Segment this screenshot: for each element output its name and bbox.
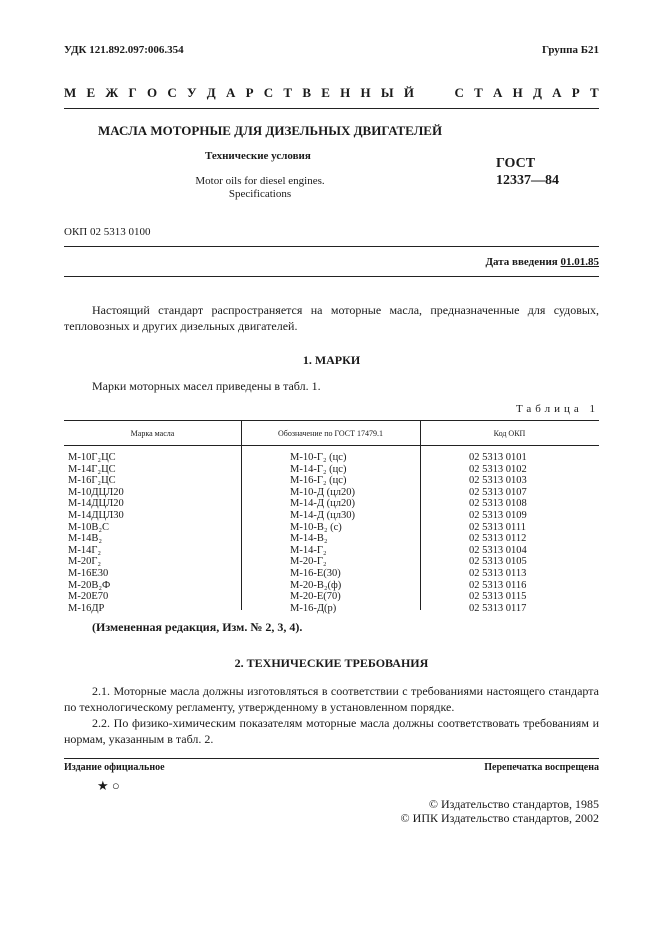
cell-brand: М-20В₂Ф [68,579,111,591]
paragraph-2-1: 2.1. Моторные масла должны изготовляться в соответствии с требованиями настоящего стандарта по технологическому регламенту, утвержденному в установленном порядке. [64,684,599,714]
copyright-1985: © Издательство стандартов, 1985 [428,797,599,811]
okp-code: ОКП 02 5313 0100 [64,226,151,238]
cell-okp: 02 5313 0116 [469,579,527,591]
cell-brand: М-20Г₂ [68,556,102,568]
cell-brand: М-10В₂С [68,521,110,533]
banner-letter: Й [403,85,414,100]
star-circle-marks: ★ ○ [97,778,120,793]
table1 [64,420,599,614]
banner-letter: Е [86,85,96,100]
paragraph-2-2: 2.2. По физико-химическим показателям моторные масла должны соответствовать требованиям и нормам, указанным в табл. 2. [64,716,599,746]
cell-okp: 02 5313 0105 [469,556,527,568]
copyright-2002: © ИПК Издательство стандартов, 2002 [400,811,599,825]
header-rule [64,108,599,109]
gost-designation [496,155,559,189]
banner-letter: Н [512,85,523,100]
banner-letter: Д [206,85,216,100]
cell-okp: 02 5313 0117 [469,602,527,614]
cell-designation: М-16-Г₂ (цс) [290,475,347,487]
gost-label: ГОСТ [496,156,536,171]
gost-number: 12337—84 [496,173,559,188]
table-row [64,522,599,534]
table-row [64,545,599,557]
cell-designation: М-20-Е(70) [290,591,341,603]
cell-okp: 02 5313 0104 [469,544,527,556]
cell-designation: М-20-Г₂ [290,556,327,568]
cell-okp: 02 5313 0109 [469,509,527,521]
cell-brand: М-14В₂ [68,533,102,545]
table-row [64,556,599,568]
group-code: Группа Б21 [542,44,599,56]
table-divider-1 [241,420,242,610]
okp-rule [64,246,599,247]
cell-brand: М-14ДЦЛ20 [68,498,124,510]
banner-letter: Т [474,85,483,100]
cell-okp: 02 5313 0113 [469,567,527,579]
cell-designation: М-16-Д(р) [290,602,337,614]
intro-date-label: Дата введения [485,256,558,268]
cell-okp: 02 5313 0101 [469,452,527,463]
banner-letter: С [167,85,177,100]
table-row [64,591,599,603]
table1-body [64,446,599,614]
document-subtitle: Технические условия [205,150,311,162]
banner-letter: Н [340,85,351,100]
section2-heading: 2. ТЕХНИЧЕСКИЕ ТРЕБОВАНИЯ [234,656,429,670]
banner-letter: А [225,85,236,100]
section1-text: Марки моторных масел приведены в табл. 1. [92,379,321,393]
col-header-okp: Код ОКП [493,429,526,438]
table-row [64,533,599,545]
table-row [64,568,599,580]
table-row [64,487,599,499]
cell-brand: М-14Г₂ [68,544,102,556]
cell-okp: 02 5313 0112 [469,533,527,545]
table-row [64,510,599,522]
cell-okp: 02 5313 0102 [469,463,527,475]
cell-brand: М-14Г₂ЦС [68,463,116,475]
col-header-brand: Марка масла [130,429,175,438]
section1-heading: 1. МАРКИ [302,353,361,367]
cell-designation: М-14-Г₂ [290,544,327,556]
table-row [64,475,599,487]
cell-okp: 02 5313 0107 [469,486,527,498]
banner-letter: В [302,85,311,100]
amendment-note: (Измененная редакция, Изм. № 2, 3, 4). [92,620,303,634]
cell-okp: 02 5313 0115 [469,591,527,603]
table-row [64,464,599,476]
cell-brand: М-16ДР [68,602,105,614]
footer-rule [64,758,599,759]
table-row [64,580,599,592]
banner-letter: А [492,85,503,100]
cell-designation: М-14-В₂ [290,533,328,545]
table-divider-2 [420,420,421,610]
banner-letter: Т [283,85,293,100]
intro-paragraph: Настоящий стандарт распространяется на моторные масла, предназначенные для судовых, тепловозных и других дизельных двигателей. [64,303,599,333]
cell-okp: 02 5313 0103 [469,475,527,487]
english-title-line1: Motor oils for diesel engines. [195,175,325,187]
banner-letter: У [187,85,197,100]
banner-letter: Р [245,85,254,100]
cell-designation: М-16-Е(30) [290,567,341,579]
official-edition: Издание официальное [64,762,165,773]
banner-letter: Ы [380,85,394,100]
cell-designation: М-10-В₂ (с) [290,521,342,533]
cell-brand: М-10Г₂ЦС [68,452,116,463]
banner-letter: Е [321,85,330,100]
banner-letter: С [263,85,274,100]
banner-letter: Н [360,85,371,100]
cell-brand: М-14ДЦЛ30 [68,509,124,521]
cell-designation: М-14-Г₂ (цс) [290,463,347,475]
banner-letter: Т [589,85,599,100]
cell-okp: 02 5313 0108 [469,498,527,510]
cell-designation: М-14-Д (цл20) [290,498,355,510]
intro-date-value: 01.01.85 [560,256,599,268]
interstate-standard-banner [64,85,599,101]
table-row [64,603,599,615]
banner-letter: А [552,85,562,100]
cell-brand: М-16Е30 [68,567,109,579]
table-row [64,452,599,464]
banner-letter: Р [571,85,580,100]
banner-letter [424,85,444,101]
intro-rule [64,276,599,277]
english-title-line2: Specifications [228,188,292,200]
table1-header [64,420,599,446]
cell-brand: М-10ДЦЛ20 [68,486,124,498]
banner-letter: Г [128,85,137,100]
col-header-designation: Обозначение по ГОСТ 17479.1 [277,429,383,438]
reprint-prohibited: Перепечатка воспрещена [484,762,599,773]
banner-letter: Ж [105,85,119,100]
udk-code: УДК 121.892.097:006.354 [64,44,184,56]
cell-designation: М-20-В₂(ф) [290,579,342,591]
cell-designation: М-10-Д (цл20) [290,486,355,498]
intro-date [485,256,599,268]
table-row [64,498,599,510]
cell-brand: М-16Г₂ЦС [68,475,116,487]
cell-brand: М-20Е70 [68,591,109,603]
cell-okp: 02 5313 0111 [469,521,526,533]
cell-designation: М-10-Г₂ (цс) [290,452,347,463]
banner-letter: Д [532,85,542,100]
banner-letter: О [147,85,158,100]
table1-label: Таблица 1 [515,403,599,415]
document-title: МАСЛА МОТОРНЫЕ ДЛЯ ДИЗЕЛЬНЫХ ДВИГАТЕЛЕЙ [98,123,443,138]
banner-letter: С [454,85,464,100]
banner-letter: М [64,85,77,100]
english-title [160,175,360,201]
cell-designation: М-14-Д (цл30) [290,509,355,521]
